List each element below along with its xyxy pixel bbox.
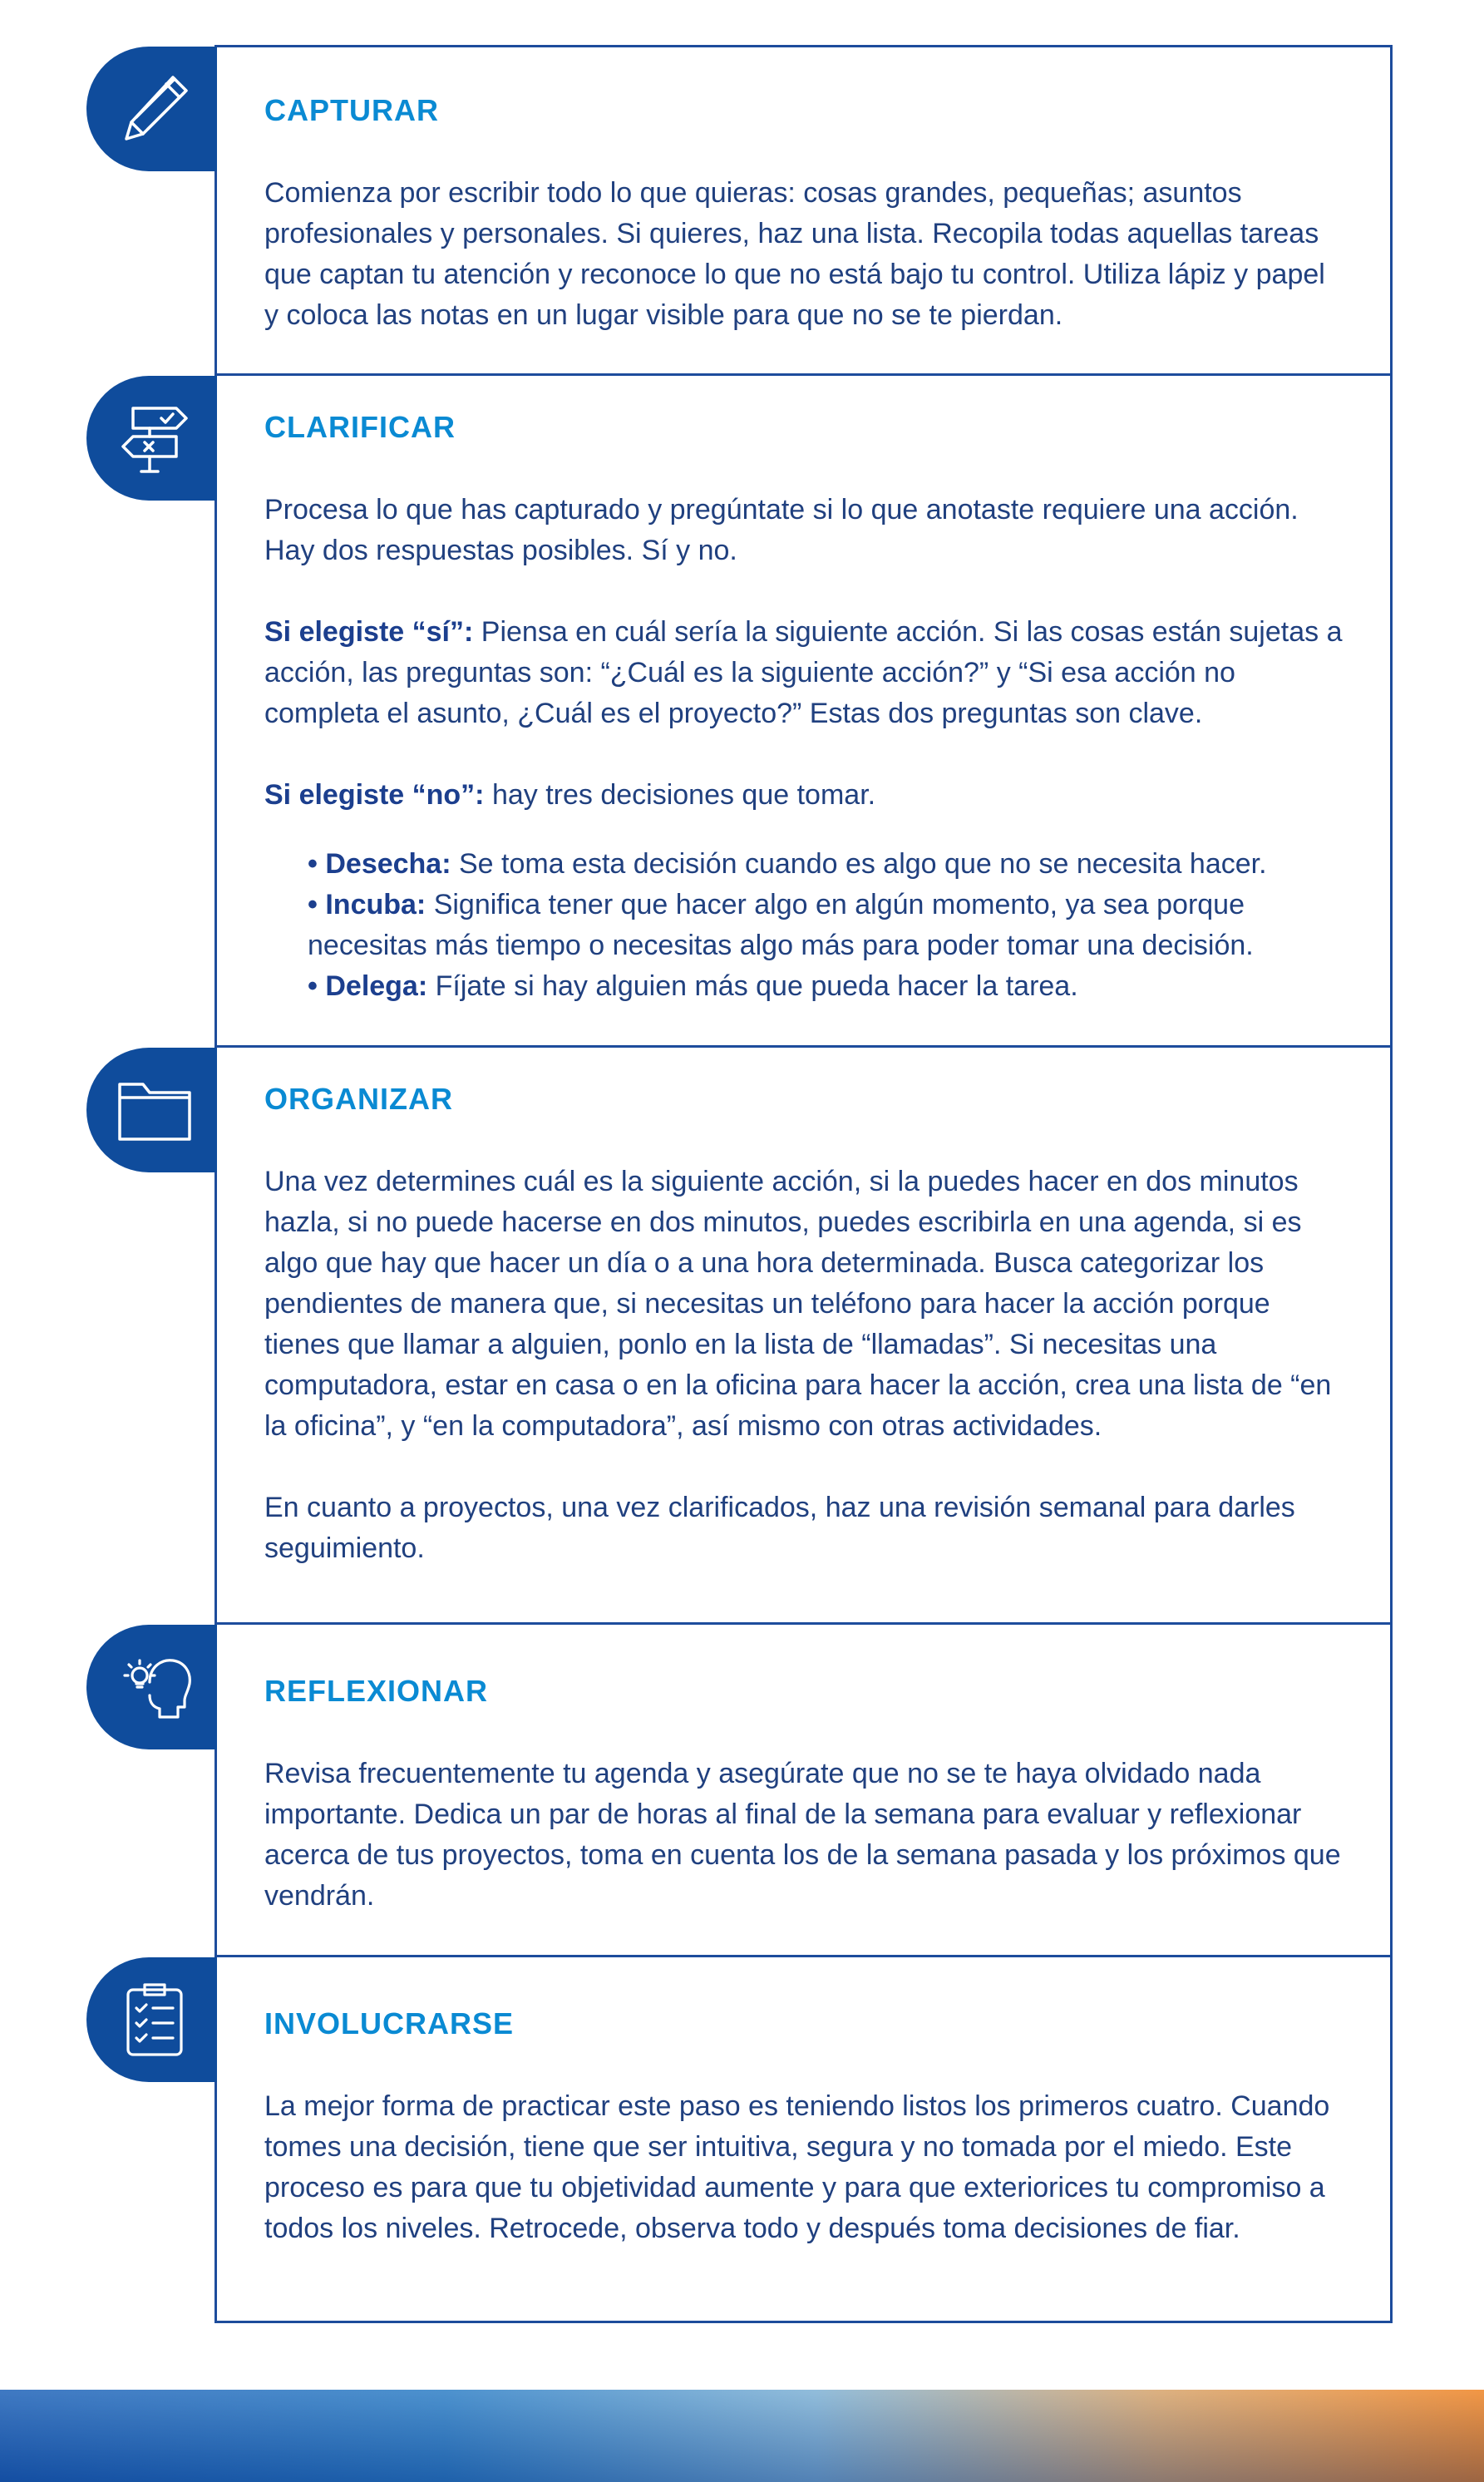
paragraph: La mejor forma de practicar este paso es teniendo listos los primeros cuatro. Cuando tomes una decisión, tiene que ser intuitiva, segura y no tomada por el miedo. Este proceso es para que tu objetividad aumente y para que exteriorices tu compromiso a todos los niveles. Retrocede, observa todo y después toma decisiones de fiar. xyxy=(264,2090,1330,2244)
paragraph: Revisa frecuentemente tu agenda y asegúrate que no se te haya olvidado nada importante. Dedica un par de horas al final de la semana para evaluar y reflexionar acerca de tus proyectos, toma en cuenta los de la semana pasada y los próximos que vendrán. xyxy=(264,1758,1341,1912)
pencil-icon xyxy=(115,69,195,149)
paragraph-no xyxy=(264,775,1345,816)
section-divider xyxy=(214,1955,1393,1957)
section-body-capturar xyxy=(264,173,1345,336)
no-label: Si elegiste “no”: xyxy=(264,779,485,811)
bullet-label: • Desecha: xyxy=(308,848,451,880)
paragraph-yes xyxy=(264,612,1345,734)
yes-text: Piensa en cuál sería la siguiente acción. Si las cosas están sujetas a acción, las preguntas son: “¿Cuál es la siguiente acción?” y “Si esa acción no completa el asunto, ¿Cuál es el proyecto?” Estas dos preguntas son clave. xyxy=(264,616,1343,729)
section-divider xyxy=(214,1045,1393,1048)
paragraph: Procesa lo que has capturado y pregúntate si lo que anotaste requiere una acción. Hay dos respuestas posibles. Sí y no. xyxy=(264,494,1299,566)
section-divider xyxy=(214,1622,1393,1625)
section-title-capturar: CAPTURAR xyxy=(264,93,439,127)
section-body-reflexionar xyxy=(264,1754,1345,1917)
yes-label: Si elegiste “sí”: xyxy=(264,616,474,648)
section-title-reflexionar: REFLEXIONAR xyxy=(264,1674,489,1708)
reflexionar-icon-tab xyxy=(86,1625,217,1749)
clarificar-icon-tab xyxy=(86,376,217,501)
capturar-icon-tab xyxy=(86,47,217,171)
head-lightbulb-icon xyxy=(113,1646,196,1729)
list-item xyxy=(308,885,1345,966)
section-body-clarificar xyxy=(264,490,1345,1007)
bullet-text: Se toma esta decisión cuando es algo que no se necesita hacer. xyxy=(451,848,1267,880)
section-body-organizar xyxy=(264,1162,1345,1569)
paragraph: En cuanto a proyectos, una vez clarificados, haz una revisión semanal para darles seguimiento. xyxy=(264,1492,1295,1564)
bottom-gradient-bar xyxy=(0,2390,1484,2482)
signpost-icon xyxy=(113,397,196,480)
organizar-icon-tab xyxy=(86,1048,217,1172)
involucrarse-icon-tab xyxy=(86,1957,217,2082)
bullet-text: Significa tener que hacer algo en algún momento, ya sea porque necesitas más tiempo o necesitas algo más para poder tomar una decisión. xyxy=(308,889,1254,961)
section-title-involucrarse: INVOLUCRARSE xyxy=(264,2006,515,2040)
section-body-involucrarse xyxy=(264,2086,1345,2249)
section-title-clarificar: CLARIFICAR xyxy=(264,410,456,444)
section-divider xyxy=(214,373,1393,376)
folder-icon xyxy=(113,1073,196,1147)
list-item xyxy=(308,966,1345,1007)
section-title-organizar: ORGANIZAR xyxy=(264,1082,453,1116)
list-item xyxy=(308,844,1345,885)
bullet-label: • Incuba: xyxy=(308,889,426,920)
paragraph: Una vez determines cuál es la siguiente acción, si la puedes hacer en dos minutos hazla, si no puede hacerse en dos minutos, puedes escribirla en una agenda, si es algo que hay que hacer un día o a una hora determinada. Busca categorizar los pendientes de manera que, si necesitas un teléfono para hacer la acción porque tienes que llamar a alguien, ponlo en la lista de “llamadas”. Si necesitas una computadora, estar en casa o en la oficina para hacer la acción, crea una lista de “en la oficina”, y “en la computadora”, así mismo con otras actividades. xyxy=(264,1166,1332,1442)
decision-list xyxy=(308,844,1345,1007)
paragraph: Comienza por escribir todo lo que quieras: cosas grandes, pequeñas; asuntos profesionales y personales. Si quieres, haz una lista. Recopila todas aquellas tareas que captan tu atención y reconoce lo que no está bajo tu control. Utiliza lápiz y papel y coloca las notas en un lugar visible para que no se te pierdan. xyxy=(264,177,1325,331)
bullet-label: • Delega: xyxy=(308,970,428,1002)
clipboard-checklist-icon xyxy=(113,1978,196,2061)
no-text: hay tres decisiones que tomar. xyxy=(484,779,876,811)
bullet-text: Fíjate si hay alguien más que pueda hacer la tarea. xyxy=(427,970,1078,1002)
